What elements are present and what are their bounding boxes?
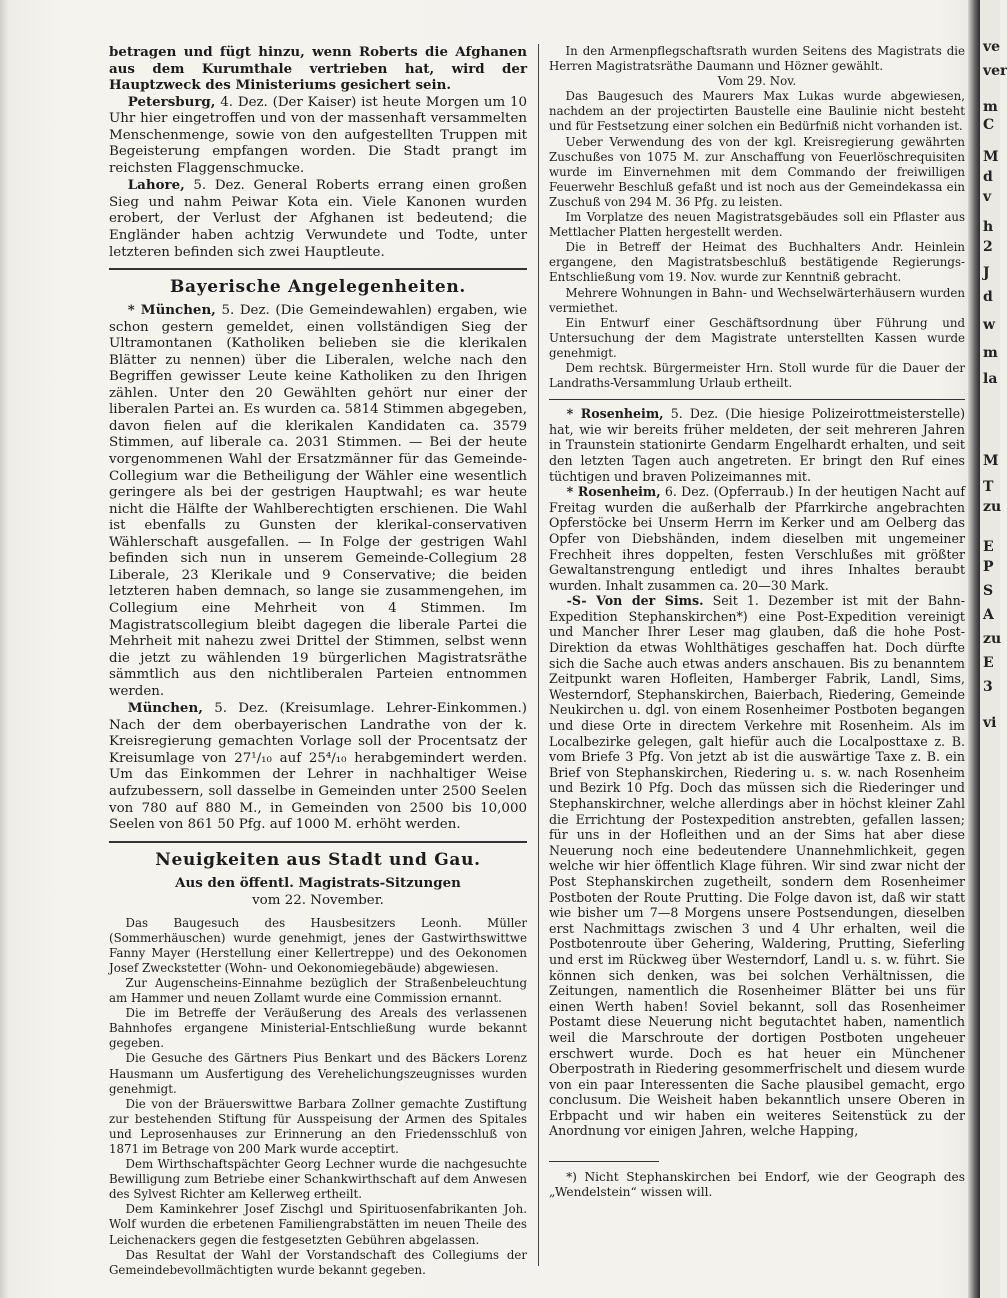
article-rosenheim-opferraub bbox=[549, 484, 965, 593]
adjacent-page-fragment: J bbox=[983, 265, 990, 281]
adjacent-page-fragment: ver bbox=[983, 63, 1007, 79]
section-divider bbox=[109, 841, 527, 843]
binding-gutter bbox=[968, 0, 980, 1298]
adjacent-page-fragment: P bbox=[983, 559, 994, 575]
column-divider bbox=[538, 44, 539, 1266]
article-text: 5. Dez. General Roberts errang einen großen Sieg und nahm Peiwar Kota ein. Viele Kanonen wurden erobert, der Verlust der Afghanen ist bedeutend; die Engländer haben achtzig Verwundete und Todte, unter letzteren befinden sich zwei Hauptleute. bbox=[109, 178, 527, 260]
article-sims bbox=[549, 593, 965, 1139]
adjacent-page-fragment: vi bbox=[983, 715, 997, 731]
subsection-title: Aus den öffentl. Magistrats-Sitzungen bbox=[175, 874, 461, 891]
minutes-item: Die von der Bräuerswittwe Barbara Zollner gemachte Zustiftung zur bestehenden Stiftung für Ausspeisung der Armen des Spitales und Leprosenhauses zur Erinnerung an den Friedensschluß von 1871 im Betrage von 200 Mark wurde acceptirt. bbox=[109, 1096, 527, 1157]
minutes-item: Das Resultat der Wahl der Vorstandschaft des Collegiums der Gemeindebevollmächtigten wurde bekannt gegeben. bbox=[109, 1247, 527, 1277]
dateline-rosenheim: * Rosenheim, bbox=[566, 484, 661, 500]
adjacent-page-fragment: S bbox=[983, 583, 994, 599]
article-text: 5. Dez. (Kreisumlage. Lehrer-Einkommen.) Nach der dem oberbayerischen Landrathe von der k. Kreisregierung gemachten Vorlage soll der Procentsatz der Kreisumlage von 27¹/₁₀ auf 25⁴/₁₀ herabgemindert werden. Um das Einkommen der Lehrer in nachhaltiger Weise aufzubessern, soll dasselbe in Gemeinden unter 2500 Seelen von 780 auf 880 M., in Gemeinden von 2500 bis 10,000 Seelen von 861 50 Pfg. auf 1000 M. erhöht werden. bbox=[109, 701, 527, 833]
article-divider bbox=[549, 399, 965, 400]
left-column bbox=[109, 44, 527, 1284]
minutes-item: Das Baugesuch des Maurers Max Lukas wurde abgewiesen, nachdem an der projectirten Baustelle eine Baulinie nicht besteht und für Festsetzung einer solchen ein Bedürfniß nicht vorhanden ist. bbox=[549, 89, 965, 134]
minutes-item: Dem Kaminkehrer Josef Zischgl und Spirituosenfabrikanten Joh. Wolf wurden die erbetenen Familiengrabstätten im neuen Theile des Leichenackers gegen die festgesetzten Gebühren abgelassen. bbox=[109, 1202, 527, 1247]
adjacent-page-fragment: m bbox=[983, 99, 998, 115]
adjacent-page-fragment: zu bbox=[983, 631, 1002, 647]
right-column bbox=[549, 44, 965, 1284]
minutes-item: Die in Betreff der Heimat des Buchhalters Andr. Heinlein ergangene, den Magistratsbeschluß bestätigende Regierungs-Entschließung vom 19. Nov. wurde zur Kenntniß gebracht. bbox=[549, 240, 965, 285]
adjacent-page-fragment: T bbox=[983, 479, 994, 495]
article-text: 6. Dez. (Opferraub.) In der heutigen Nacht auf Freitag wurden die außerhalb der Pfarrkirche angebrachten Opferstöcke bei Unserm Herrn im Kerker und am Oelberg das Opfer von Diebshänden, indem dieselben mit ungemeiner Frechheit ihres doppelten, festen Verschlußes mit größter Gewaltanstrengung entledigt und ihres Inhaltes beraubt wurden. Inhalt zusammen ca. 20—30 Mark. bbox=[549, 484, 965, 593]
article-text: Seit 1. Dezember ist mit der Bahn-Expedition Stephanskirchen*) eine Post-Expedition vereinigt und Mancher Ihrer Leser mag glauben, daß die hohe Post-Direktion da etwas Wohlthätiges geschaffen hat. Doch dürfte sich die Sache auch etwas anders anschauen. Bis zu benanntem Zeitpunkt waren Hofleiten, Hamberger Fabrik, Landl, Sims, Westerndorf, Stephanskirchen, Baierbach, Riedering, Gemeinde Neukirchen u. dgl. von einem Rosenheimer Postboten begangen und diese Orte in directem Verkehre mit Rosenheim. Als im Localbezirke gelegen, galt hiefür auch die Localposttaxe z. B. vom Briefe 3 Pfg. Von jetzt ab ist die auswärtige Taxe z. B. ein Brief von Stephanskirchen, Riedering u. s. w. nach Rosenheim und Bezirk 10 Pfg. Doch das müssen sich die Riederinger und Stephanskirchner, welche allerdings aber in höchst kleiner Zahl die Errichtung der Postexpedition anstrebten, gefallen lassen; für uns in der Hofleithen und an der Sims hat aber diese Neuerung noch eine bedeutendere Unannehmlichkeit, gegen welche wir hier öffentlich Klage führen. Wir sind zwar nicht der Post Stephanskirchen zugetheilt, sondern dem Rosenheimer Postboten der Route Prutting. Die Folge davon ist, daß wir statt wie bisher um 7—8 Morgens unsere Postsendungen, dieselben erst Nachmittags zwischen 3 und 4 Uhr erhalten, weil die Postbotenroute über Gehering, Waldering, Prutting, Sieferling und erst im Rückweg über Westerndorf, Landl u. s. w. führt. Sie können sich denken, was bei solchen Verhältnissen, die Zeitungen, namentlich die Rosenheimer Blätter bei uns für einen Werth haben! Soviel bekannt, soll das Rosenheimer Postamt diese Neuerung nicht begutachtet haben, namentlich weil die Marschroute der dortigen Postboten ungeheuer erschwert wurde. Doch es hat heuer ein Münchener Oberpostrath in Riedering gesommerfrischelt und diesem wurde von ein paar Interessenten die Sache plausibel gemacht, ergo conclusum. Die Weisheit haben bekanntlich unsere Oberen in Erbpacht und wir haben ein weiteres Seitenstück zu der Anordnung vor einigen Jahren, welche Happing, bbox=[549, 593, 966, 1139]
minutes-item: Dem rechtsk. Bürgermeister Hrn. Stoll wurde für die Dauer der Landraths-Versammlung Urlaub ertheilt. bbox=[549, 360, 965, 391]
adjacent-page-fragment: M bbox=[983, 149, 999, 165]
dateline-rosenheim: * Rosenheim, bbox=[566, 406, 664, 422]
adjacent-page-edge bbox=[980, 0, 1007, 1298]
minutes-item: Dem Wirthschaftspächter Georg Lechner wurde die nachgesuchte Bewilligung zum Betriebe einer Schankwirthschaft auf dem Anwesen des Sylvest Richter am Kellerweg ertheilt. bbox=[109, 1157, 527, 1202]
footnote-rule bbox=[549, 1161, 659, 1162]
minutes-item: Mehrere Wohnungen in Bahn- und Wechselwärterhäusern wurden vermiethet. bbox=[549, 285, 965, 315]
adjacent-page-fragment: d bbox=[983, 289, 993, 305]
dateline-muenchen: * München, bbox=[127, 302, 216, 319]
adjacent-page-fragment: ve bbox=[983, 39, 1001, 55]
adjacent-page-fragment: h bbox=[983, 219, 994, 235]
footnote: *) Nicht Stephanskirchen bei Endorf, wie der Geograph des „Wendelstein“ wissen will. bbox=[549, 1170, 965, 1200]
minutes-item: Ein Entwurf einer Geschäftsordnung über Führung und Untersuchung der dem Magistrate unterstellten Kassen wurde genehmigt. bbox=[549, 315, 965, 360]
article-petersburg bbox=[109, 94, 527, 178]
article-lahore bbox=[109, 177, 527, 261]
article-continuation: betragen und fügt hinzu, wenn Roberts die Afghanen aus dem Kurumthale vertrieben hat, wird der Hauptzweck des Ministeriums gesichert sein. bbox=[109, 44, 527, 94]
dateline-lahore: Lahore, bbox=[127, 177, 185, 194]
minutes-item: Die Gesuche des Gärtners Pius Benkart und des Bäckers Lorenz Hausmann um Ausfertigung des Verehelichungszeugnisses wurden genehmigt. bbox=[109, 1051, 527, 1096]
minutes-item: In den Armenpflegschaftsrath wurden Seitens des Magistrats die Herren Magistratsräthe Daumann und Hözner gewählt. bbox=[549, 44, 965, 74]
adjacent-page-fragment: C bbox=[983, 117, 995, 133]
article-text: 4. Dez. (Der Kaiser) ist heute Morgen um 10 Uhr hier eingetroffen und von der massenhaft versammelten Menschenmenge, sowie von den aufgestellten Truppen mit Begeisterung empfangen worden. Die Stadt prangt im reichsten Flaggenschmucke. bbox=[109, 94, 527, 176]
article-muenchen-kreisumlage bbox=[109, 700, 527, 833]
dateline-petersburg: Petersburg, bbox=[127, 93, 216, 110]
adjacent-page-fragment: 2 bbox=[983, 239, 993, 255]
adjacent-page-fragment: E bbox=[983, 539, 994, 555]
adjacent-page-fragment: 3 bbox=[983, 679, 993, 695]
section-title-bayern: Bayerische Angelegenheiten. bbox=[169, 277, 467, 298]
adjacent-page-fragment: m bbox=[983, 345, 998, 361]
adjacent-page-fragment: w bbox=[983, 317, 996, 333]
minutes-item: Die im Betreffe der Veräußerung des Areals des verlassenen Bahnhofes ergangene Ministerial-Entschließung wurde bekannt gegeben. bbox=[109, 1006, 527, 1051]
minutes-item: Zur Augenscheins-Einnahme bezüglich der Straßenbeleuchtung am Hammer und neuen Zollamt wurde eine Commission ernannt. bbox=[109, 975, 527, 1006]
dateline-sims: -S- Von der Sims. bbox=[566, 593, 704, 609]
minutes-item: Im Vorplatze des neuen Magistratsgebäudes soll ein Pflaster aus Mettlacher Platten hergestellt werden. bbox=[549, 210, 965, 240]
section-divider bbox=[109, 268, 527, 270]
subsection-date: vom 22. November. bbox=[252, 892, 384, 908]
minutes-date: Vom 29. Nov. bbox=[717, 74, 797, 89]
section-title-neuigkeiten: Neuigkeiten aus Stadt und Gau. bbox=[155, 849, 481, 870]
article-rosenheim-polizei bbox=[549, 406, 965, 484]
adjacent-page-fragment: zu bbox=[983, 499, 1002, 515]
page-edge bbox=[0, 0, 10, 1298]
adjacent-page-fragment: la bbox=[983, 371, 998, 387]
adjacent-page-fragment: A bbox=[983, 607, 994, 623]
adjacent-page-fragment: d bbox=[983, 169, 993, 185]
adjacent-page-fragment: M bbox=[983, 453, 999, 469]
adjacent-page-fragment: v bbox=[983, 189, 992, 205]
minutes-item: Ueber Verwendung des von der kgl. Kreisregierung gewährten Zuschußes von 1075 M. zur Anschaffung von Feuerlöschrequisiten wurde im Einvernehmen mit dem Commando der freiwilligen Feuerwehr Beschluß gefaßt und ist noch aus der Gemeindekassa ein Zuschuß von 294 M. 36 Pfg. zu leisten. bbox=[549, 134, 965, 209]
dateline-muenchen: München, bbox=[127, 700, 203, 717]
minutes-item: Das Baugesuch des Hausbesitzers Leonh. Müller (Sommerhäuschen) wurde genehmigt, jenes der Gastwirthswittwe Fanny Mayer (Herstellung einer Kellertreppe) und des Oekonomen Josef Zweckstetter (Wohn- und Oekonomiegebäude) abgewiesen. bbox=[109, 915, 527, 975]
article-muenchen-wahlen bbox=[109, 302, 527, 700]
adjacent-page-fragment: E bbox=[983, 655, 994, 671]
article-text: 5. Dez. (Die Gemeindewahlen) ergaben, wie schon gestern gemeldet, einen vollständigen Sieg der Ultramontanen (Katholiken belieben sie die klerikalen Blätter zu nennen) über die Liberalen, welche nach den Begriffen gewisser Leute keine Katholiken zu den Ihrigen zählen. Unter den 20 Gewählten gehört nur einer der liberalen Partei an. Es wurden ca. 5814 Stimmen abgegeben, davon fielen auf die klerikalen Kandidaten ca. 3579 Stimmen, auf liberale ca. 2031 Stimmen. — Bei der heute vorgenommenen Wahl der Ersatzmänner für das Gemeinde-Collegium war die Betheiligung der Wähler eine wesentlich geringere als bei der gestrigen Hauptwahl; es war heute nicht die Hälfte der Wahlberechtigten erschienen. Die Wahl ist ebenfalls zu Gunsten der klerikal-conservativen Wählerschaft ausgefallen. — In Folge der gestrigen Wahl befinden sich nun in unserem Gemeinde-Collegium 28 Liberale, 23 Klerikale und 9 Conservative; die beiden letzteren haben demnach, so lange sie zusammengehen, im Collegium eine Mehrheit von 4 Stimmen. Im Magistratscollegium bleibt dagegen die liberale Partei die Mehrheit mit nahezu zwei Drittel der Stimmen, selbst wenn die jetzt zu wählenden 19 bürgerlichen Magistratsräthe sämmtlich aus den nichtliberalen Parteien entnommen werden. bbox=[109, 303, 528, 699]
article-text: 5. Dez. (Die hiesige Polizeirottmeisterstelle) hat, wie wir bereits früher meldeten, der seit mehreren Jahren in Traunstein stationirte Gendarm Engelhardt erhalten, und seit den letzten Tagen auch angetreten. Er bringt den Ruf eines tüchtigen und braven Polizeimannes mit. bbox=[549, 406, 965, 484]
